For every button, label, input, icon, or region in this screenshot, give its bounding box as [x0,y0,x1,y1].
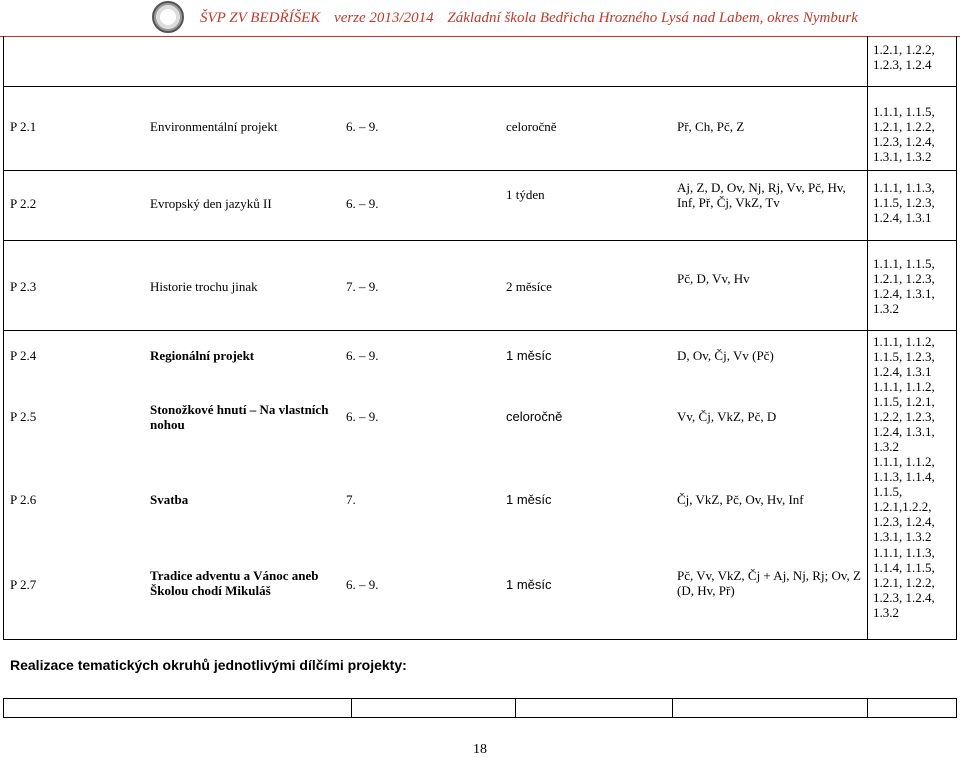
row-duration: 1 měsíc [506,577,552,592]
table-column-divider [672,699,673,717]
row-competences: 1.1.1, 1.1.5, 1.2.1, 1.2.2, 1.2.3, 1.2.4, 1.3.1, 1.3.2 [873,104,935,164]
section-title: Realizace tematických okruhů jednotlivými dílčími projekty: [10,657,407,673]
header-text [200,10,868,27]
row-code: P 2.4 [10,348,37,363]
table-row-divider [3,86,957,87]
table-column-divider [867,36,868,640]
empty-table [3,698,957,718]
row-duration: 1 měsíc [506,348,552,363]
row-subjects: D, Ov, Čj, Vv (Pč) [677,348,774,363]
row-name: Svatba [150,492,189,507]
row-name: Historie trochu jinak [150,279,258,294]
row-subjects: Pč, Vv, VkZ, Čj + Aj, Nj, Rj; Ov, Z (D, Hv, Př) [677,568,861,598]
row-subjects: Př, Ch, Pč, Z [677,119,745,134]
table-row-divider [3,170,957,171]
row-competences: 1.1.1, 1.1.3, 1.1.4, 1.1.5, 1.2.1, 1.2.2, 1.2.3, 1.2.4, 1.3.2 [873,545,935,620]
row-grades: 6. – 9. [346,577,379,592]
table-row-divider [3,330,957,331]
table-column-divider [351,699,352,717]
row-name: Stonožkové hnutí – Na vlastních nohou [150,402,329,432]
row-duration: celoročně [506,119,557,134]
row-competences: 1.1.1, 1.1.2, 1.1.5, 1.2.1, 1.2.2, 1.2.3, 1.2.4, 1.3.1, 1.3.2 [873,379,935,454]
row-duration: 2 měsíce [506,279,552,294]
row-grades: 7. [346,492,356,507]
row-grades: 6. – 9. [346,196,379,211]
row-name: Tradice adventu a Vánoc aneb Školou chodí Mikuláš [150,568,319,598]
row-name: Environmentální projekt [150,119,278,134]
row-subjects: Čj, VkZ, Pč, Ov, Hv, Inf [677,492,804,507]
page-number: 18 [473,742,487,757]
row-code: P 2.2 [10,196,37,211]
table-row-divider [3,240,957,241]
row-competences: 1.1.1, 1.1.3, 1.1.5, 1.2.3, 1.2.4, 1.3.1 [873,180,935,225]
row-subjects: Pč, D, Vv, Hv [677,271,750,286]
row-code: P 2.5 [10,409,37,424]
row-duration: 1 měsíc [506,492,552,507]
row-code: P 2.6 [10,492,37,507]
row-duration: celoročně [506,409,563,424]
table-column-divider [515,699,516,717]
header-version: verze 2013/2014 [334,10,434,26]
table-column-divider [867,699,868,717]
row-subjects: Aj, Z, D, Ov, Nj, Rj, Vv, Pč, Hv, Inf, Př, Čj, VkZ, Tv [677,180,846,210]
row-code: P 2.1 [10,119,37,134]
row-grades: 6. – 9. [346,119,379,134]
row-name: Evropský den jazyků II [150,196,272,211]
row-code: P 2.7 [10,577,37,592]
row-competences: 1.1.1, 1.1.5, 1.2.1, 1.2.3, 1.2.4, 1.3.1, 1.3.2 [873,256,935,316]
header-program: ŠVP ZV BEDŘÍŠEK [200,10,321,26]
projects-table [3,36,957,640]
header-school: Základní škola Bedřicha Hrozného Lysá nad Labem, okres Nymburk [447,10,858,26]
row-competences: 1.1.1, 1.1.2, 1.1.5, 1.2.3, 1.2.4, 1.3.1 [873,334,935,379]
competences-text: 1.2.1, 1.2.2, 1.2.3, 1.2.4 [873,42,935,72]
row-competences: 1.1.1, 1.1.2, 1.1.3, 1.1.4, 1.1.5, 1.2.1,1.2.2, 1.2.3, 1.2.4, 1.3.1, 1.3.2 [873,454,935,544]
row-grades: 6. – 9. [346,348,379,363]
row-grades: 7. – 9. [346,279,379,294]
competences-continuation [873,42,957,72]
row-duration: 1 týden [506,187,545,202]
row-name: Regionální projekt [150,348,255,363]
page-header [0,0,960,37]
row-grades: 6. – 9. [346,409,379,424]
school-logo-icon [152,1,184,33]
row-code: P 2.3 [10,279,37,294]
row-subjects: Vv, Čj, VkZ, Pč, D [677,409,777,424]
